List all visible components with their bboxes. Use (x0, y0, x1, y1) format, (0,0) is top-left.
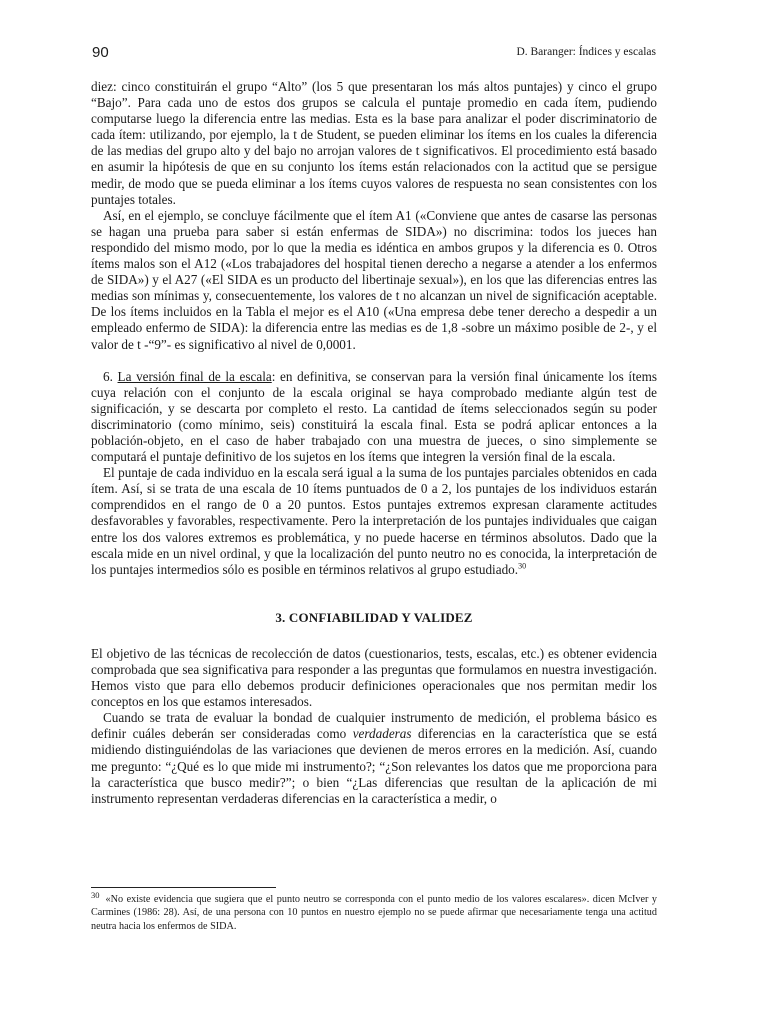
section-number: 6. (103, 368, 113, 384)
paragraph: diez: cinco constituirán el grupo “Alto” (los 5 que presentaran los más altos puntajes) y cinco el grupo “Bajo”. Para cada uno de estos dos grupos se calcula el puntaje promedio en cada ítem, pudiendo computarse luego la diferencia entre las medias. Esta es la base para analizar el poder discriminatorio de cada ítem: utilizando, por ejemplo, la t de Student, se pueden eliminar los ítems en los cuales la diferencia de las medias del grupo alto y del bajo no arrojan valores de t significativos. El procedimiento está basado en asumir la hipótesis de que en su conjunto los ítems están relacionados con la actitud que se persigue medir, de modo que se pueda eliminar a los ítems cuyos valores de respuesta no sean consistentes con los puntajes totales. (91, 79, 657, 207)
footnote (91, 889, 657, 933)
footnote-divider (91, 887, 276, 888)
paragraph-text: El puntaje de cada individuo en la escala será igual a la suma de los puntajes parciales obtenidos en cada ítem. Así, si se trata de una escala de 10 ítems puntuados de 0 a 2, los puntajes de los individuos estarán comprendidos en el rango de 0 a 20 puntos. Estos puntajes extremos expresan claramente actitudes desfavorables y favorables, respectivamente. Pero la interpretación de los puntajes individuales que caigan entre los dos valores extremos es problemática, y no puede hacerse en términos absolutos. Dado que la escala mide en un nivel ordinal, y que la localización del punto neutro no es conocida, la interpretación de los puntajes intermedios sólo es posible en términos relativos al grupo estudiado. (91, 465, 657, 577)
paragraph-text: diferencias en la característica que se está midiendo distinguiéndolas de las variaciones que devienen de meros errores en la medición. Así, cuando me pregunto: “¿Qué es lo que mide mi instrumento?; “¿Son relevantes los datos que me proporciona para la característica que busco medir?”; o bien “¿Las diferencias que resultan de la aplicación de mi instrumento representan verdaderas diferencias en la característica a medir, o (91, 726, 657, 806)
paragraph-text: Cuando se trata de evaluar la bondad de cualquier instrumento de medición, el problema básico es definir cuáles deberán ser consideradas como (91, 710, 657, 742)
paragraph (91, 710, 657, 807)
page-number: 90 (92, 44, 109, 61)
paragraph: El objetivo de las técnicas de recolección de datos (cuestionarios, tests, escalas, etc.) es obtener evidencia comprobada que sea significativa para responder a las preguntas que formulamos en nuestra investigación. Hemos visto que para ello debemos producir definiciones operacionales que nos permitan medir los conceptos en los que estamos interesados. (91, 645, 657, 710)
emphasis-text: verdaderas (352, 726, 412, 742)
paragraph: Así, en el ejemplo, se concluye fácilmente que el ítem A1 («Conviene que antes de casarse las personas se hagan una prueba para saber si están enfermas de SIDA») no discrimina: todos los jueces han respondido del mismo modo, por lo que la media es idéntica en ambos grupos y la diferencia es 0. Otros ítems malos son el A12 («Los trabajadores del hospital tienen derecho a negarse a atender a los enfermos de SIDA») y el A27 («El SIDA es un producto del libertinaje sexual»), en los que las diferencias entres las medias son mínimas y, consecuentemente, los valores de t no alcanzan un nivel de significación aceptable. De los ítems incluidos en la Tabla el mejor es el A10 («Una empresa debe tener derecho a despedir a un empleado enfermo de SIDA): la diferencia entre las medias es de 1,8 -sobre un máximo posible de 2-, y el valor de t -“9”- es significativo al nivel de 0,0001. (91, 207, 657, 352)
footnote-reference[interactable]: 30 (518, 561, 527, 571)
section-heading: 3. CONFIABILIDAD Y VALIDEZ (275, 609, 473, 625)
page-header (92, 44, 656, 64)
paragraph-text: : en definitiva, se conservan para la versión final únicamente los ítems cuya relación con el conjunto de la escala original se haya comprobado mediante algún test de significación, y se descarta por completo el resto. La cantidad de ítems seleccionados según su poder discriminatorio (como mínimo, seis) constituirá la escala final. Esta se podrá aplicar entonces a la población-objeto, en el caso de haber trabajado con una muestra de jueces, o sino simplemente se computará el puntaje definitivo de los sujetos en los ítems que integren la versión final de la escala. (91, 368, 657, 465)
paragraph (91, 369, 657, 466)
section-title: La versión final de la escala (117, 368, 272, 384)
footnote-text: «No existe evidencia que sugiera que el punto neutro se corresponda con el punto medio de los valores escalares». dicen McIver y Carmines (1986: 28). Así, de una persona con 10 puntos en nuestro ejemplo no se puede afirmar que necesariamente tenga una actitud neutra hacia los enfermos de SIDA. (91, 894, 657, 932)
paragraph (91, 465, 657, 578)
footnote-number: 30 (91, 889, 100, 900)
running-head: D. Baranger: Índices y escalas (516, 46, 656, 58)
body-text (91, 79, 657, 807)
